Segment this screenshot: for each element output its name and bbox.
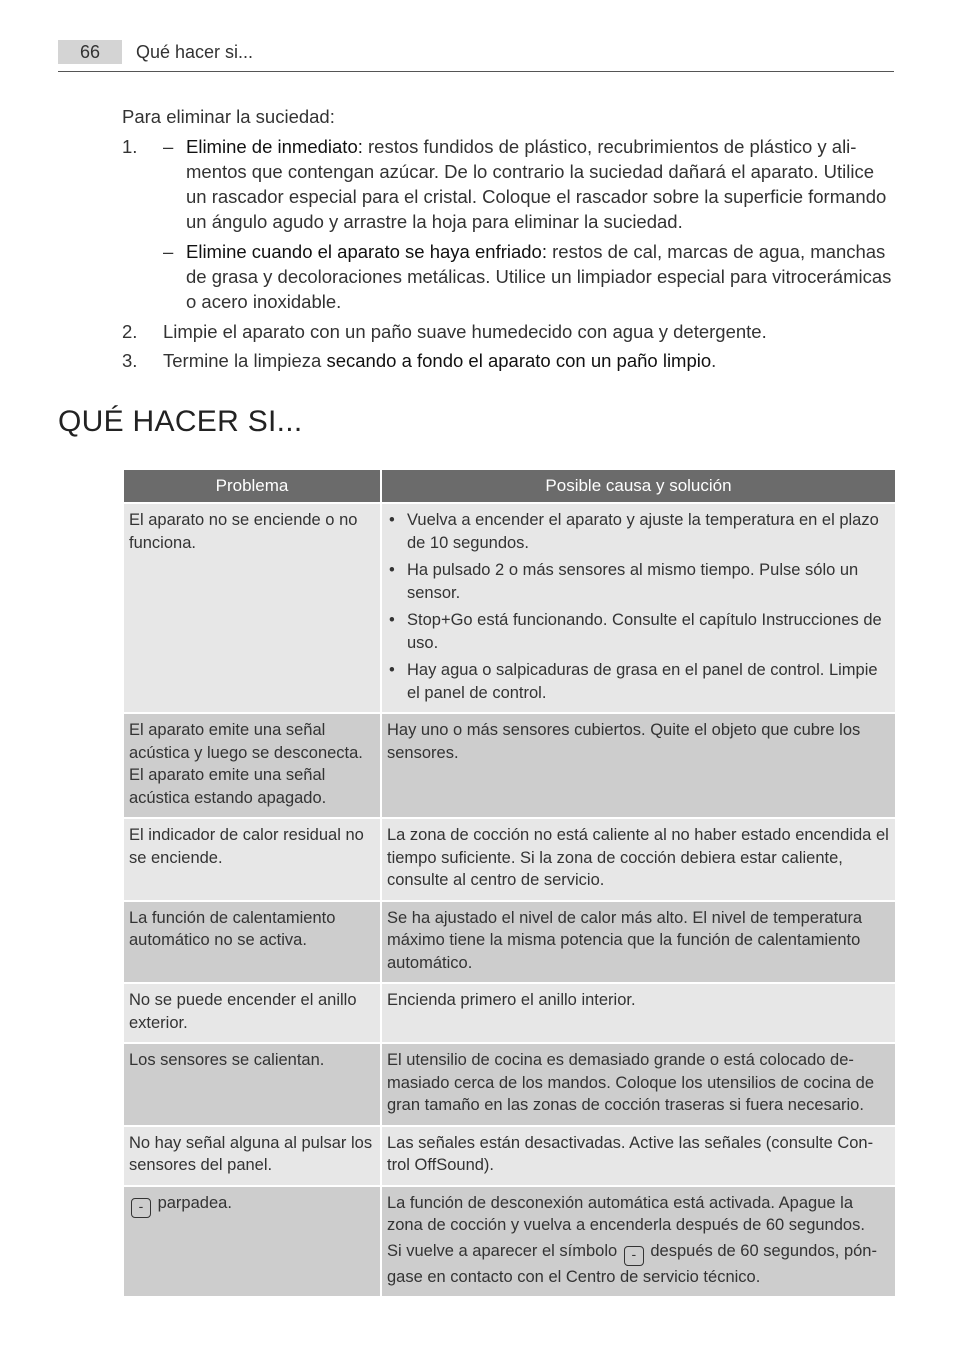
step-text: . xyxy=(711,350,717,371)
solution-cell: La zona de cocción no está caliente al no haber estado encendida el tiempo suficiente. Si la zona de cocción debiera estar caliente, consulte al centro de servicio. xyxy=(381,818,896,901)
step-text: Limpie el aparato con un paño suave humedecido con agua y detergente. xyxy=(163,321,767,342)
problem-cell xyxy=(123,1186,381,1298)
solution-text: Si vuelve a aparecer el símbolo xyxy=(387,1241,622,1260)
running-title: Qué hacer si... xyxy=(136,42,254,62)
solution-cell: Se ha ajustado el nivel de calor más alto. El nivel de temperatura máximo tiene la misma potencia que la función de calentamiento automático. xyxy=(381,901,896,984)
table-row xyxy=(123,901,896,984)
list-item xyxy=(387,559,890,604)
step-number: 3. xyxy=(122,350,138,371)
list-item-text: Vuelva a encender el aparato y ajuste la temperatura en el plazo de 10 segundos. xyxy=(407,511,879,552)
table-header-row xyxy=(123,469,896,503)
list-item-text: Hay agua o salpicaduras de grasa en el panel de control. Limpie el panel de control. xyxy=(407,661,878,702)
bullet-marker: • xyxy=(389,561,395,579)
dash-item xyxy=(163,134,897,234)
problem-cell: El indicador de calor residual no se enciende. xyxy=(123,818,381,901)
problem-cell: La función de calentamiento automático no se activa. xyxy=(123,901,381,984)
step-text: Termine la limpieza xyxy=(163,350,327,371)
dash-item-bold: Elimine de inmediato: xyxy=(186,136,363,157)
problem-cell: El aparato no se enciende o no funciona. xyxy=(123,503,381,713)
table-row xyxy=(123,713,896,818)
solution-cell xyxy=(381,1186,896,1298)
cleaning-step-3 xyxy=(122,348,897,373)
step-number: 1. xyxy=(122,136,138,157)
list-item-text: Stop+Go está funcionando. Consulte el capítulo Instrucciones de uso. xyxy=(407,611,882,652)
problem-cell: El aparato emite una señal acústica y luego se desconecta. El aparato emite una señal acústica estando apagado. xyxy=(123,713,381,818)
column-header-solution: Posible causa y solución xyxy=(381,469,896,503)
cleaning-intro: Para eliminar la suciedad: xyxy=(122,106,335,127)
problem-cell: No hay señal alguna al pulsar los sensores del panel. xyxy=(123,1126,381,1186)
problem-text: parpadea. xyxy=(153,1193,232,1212)
list-item xyxy=(387,509,890,554)
dash-item-text: restos de cal, marcas de agua, manchas de grasa y decoloraciones metálicas. Utilice un limpiador especial para vitrocerámicas o acero inoxidable. xyxy=(186,241,892,312)
solution-paragraph xyxy=(387,1240,890,1289)
bullet-marker: • xyxy=(389,611,395,629)
table-row xyxy=(123,983,896,1043)
dash-marker: – xyxy=(163,241,174,262)
dash-item-bold: Elimine cuando el aparato se haya enfriado: xyxy=(186,241,547,262)
step-text-bold: secando a fondo el aparato con un paño limpio xyxy=(326,350,712,371)
table-row xyxy=(123,1186,896,1298)
solution-cell: Hay uno o más sensores cubiertos. Quite el objeto que cubre los sensores. xyxy=(381,713,896,818)
solution-cell: Encienda primero el anillo interior. xyxy=(381,983,896,1043)
troubleshooting-table xyxy=(122,468,897,1298)
section-title: QUÉ HACER SI... xyxy=(58,405,303,438)
dash-marker: – xyxy=(163,136,174,157)
solution-text: después de 60 segundos, póngase en contacto con el Centro de servicio técnico. xyxy=(387,1241,877,1286)
list-item-text: Ha pulsado 2 o más sensores al mismo tiempo. Pulse sólo un sensor. xyxy=(407,561,859,602)
solution-cell: Las señales están desactivadas. Active las señales (consulte Control OffSound). xyxy=(381,1126,896,1186)
problem-cell: No se puede encender el anillo exterior. xyxy=(123,983,381,1043)
column-header-problem: Problema xyxy=(123,469,381,503)
table-row xyxy=(123,818,896,901)
page-header xyxy=(58,40,894,72)
dash-item xyxy=(163,239,897,314)
table-row xyxy=(123,503,896,713)
solution-cell: El utensilio de cocina es demasiado grande o está colocado demasiado cerca de los mandos. Coloque los utensilios de cocina de gran tamaño en las zonas de cocción traseras si fuera necesario. xyxy=(381,1043,896,1126)
minus-symbol-icon: - xyxy=(131,1198,151,1218)
page-number: 66 xyxy=(58,40,122,64)
cleaning-step-1 xyxy=(122,134,897,314)
list-item xyxy=(387,659,890,704)
problem-cell: Los sensores se calientan. xyxy=(123,1043,381,1126)
solution-cell xyxy=(381,503,896,713)
step-number: 2. xyxy=(122,321,138,342)
cleaning-step-2 xyxy=(122,319,897,344)
dash-item-text: restos fundidos de plástico, recubrimientos de plástico y alimentos que contengan azúcar. De lo contrario la suciedad dañará el aparato. Utilice un rascador especial para el cristal. Coloque el rascador sobre la superficie formando un ángulo agudo y arrastre la hoja para eliminar la suciedad. xyxy=(186,136,887,232)
solution-list xyxy=(387,509,890,704)
minus-symbol-icon: - xyxy=(624,1246,644,1266)
bullet-marker: • xyxy=(389,511,395,529)
table-row xyxy=(123,1043,896,1126)
list-item xyxy=(387,609,890,654)
solution-paragraph: La función de desconexión automática está activada. Apague la zona de cocción y vuelva a encenderla después de 60 segundos. xyxy=(387,1193,865,1234)
cleaning-instructions xyxy=(122,104,897,377)
table-row xyxy=(123,1126,896,1186)
bullet-marker: • xyxy=(389,661,395,679)
